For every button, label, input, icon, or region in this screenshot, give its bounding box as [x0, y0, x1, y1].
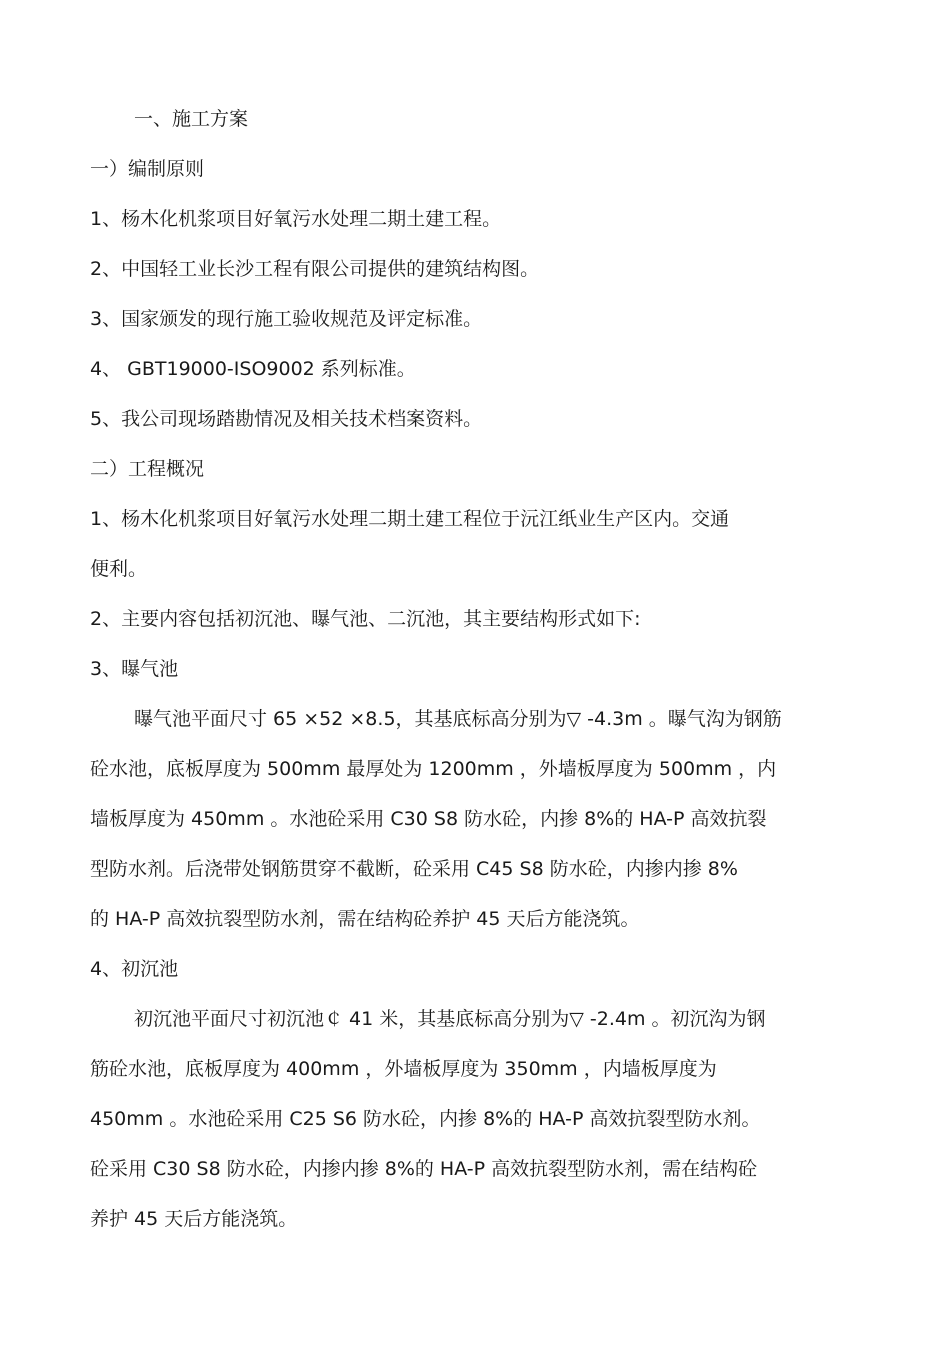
overview-item-1-continued: 便利。 [90, 558, 148, 580]
principle-item-1: 1、杨木化机浆项目好氧污水处理二期土建工程。 [90, 208, 502, 230]
aeration-tank-paragraph-line: 墙板厚度为 450mm 。水池砼采用 C30 S8 防水砼，内掺 8%的 HA-P 高效抗裂 [90, 808, 767, 830]
primary-settling-tank-paragraph-line: 450mm 。水池砼采用 C25 S6 防水砼，内掺 8%的 HA-P 高效抗裂型防水剂。 [90, 1108, 761, 1130]
aeration-tank-paragraph-line: 曝气池平面尺寸 65 ×52 ×8.5，其基底标高分别为▽ -4.3m 。曝气沟为钢筋 [134, 708, 782, 730]
subsection-heading-principles: 一）编制原则 [90, 158, 205, 180]
primary-settling-tank-paragraph-line: 养护 45 天后方能浇筑。 [90, 1208, 298, 1230]
aeration-tank-paragraph-line: 的 HA-P 高效抗裂型防水剂，需在结构砼养护 45 天后方能浇筑。 [90, 908, 640, 930]
aeration-tank-paragraph-line: 型防水剂。后浇带处钢筋贯穿不截断，砼采用 C45 S8 防水砼，内掺内掺 8% [90, 858, 738, 880]
overview-item-1: 1、杨木化机浆项目好氧污水处理二期土建工程位于沅江纸业生产区内。交通 [90, 508, 730, 530]
principle-item-2: 2、中国轻工业长沙工程有限公司提供的建筑结构图。 [90, 258, 540, 280]
aeration-tank-paragraph-line: 砼水池，底板厚度为 500mm 最厚处为 1200mm ，外墙板厚度为 500mm ，内 [90, 758, 777, 780]
primary-settling-tank-heading: 4、初沉池 [90, 958, 179, 980]
primary-settling-tank-paragraph-line: 初沉池平面尺寸初沉池￠ 41 米，其基底标高分别为▽ -2.4m 。初沉沟为钢 [134, 1008, 766, 1030]
primary-settling-tank-paragraph-line: 筋砼水池，底板厚度为 400mm ，外墙板厚度为 350mm ，内墙板厚度为 [90, 1058, 717, 1080]
principle-item-4: 4、 GBT19000-ISO9002 系列标准。 [90, 358, 416, 380]
section-heading-construction-plan: 一、施工方案 [134, 108, 249, 130]
overview-item-2: 2、主要内容包括初沉池、曝气池、二沉池，其主要结构形式如下: [90, 608, 641, 630]
principle-item-3: 3、国家颁发的现行施工验收规范及评定标准。 [90, 308, 483, 330]
primary-settling-tank-paragraph-line: 砼采用 C30 S8 防水砼，内掺内掺 8%的 HA-P 高效抗裂型防水剂，需在结构砼 [90, 1158, 758, 1180]
principle-item-5: 5、我公司现场踏勘情况及相关技术档案资料。 [90, 408, 483, 430]
aeration-tank-heading: 3、曝气池 [90, 658, 179, 680]
subsection-heading-overview: 二）工程概况 [90, 458, 205, 480]
